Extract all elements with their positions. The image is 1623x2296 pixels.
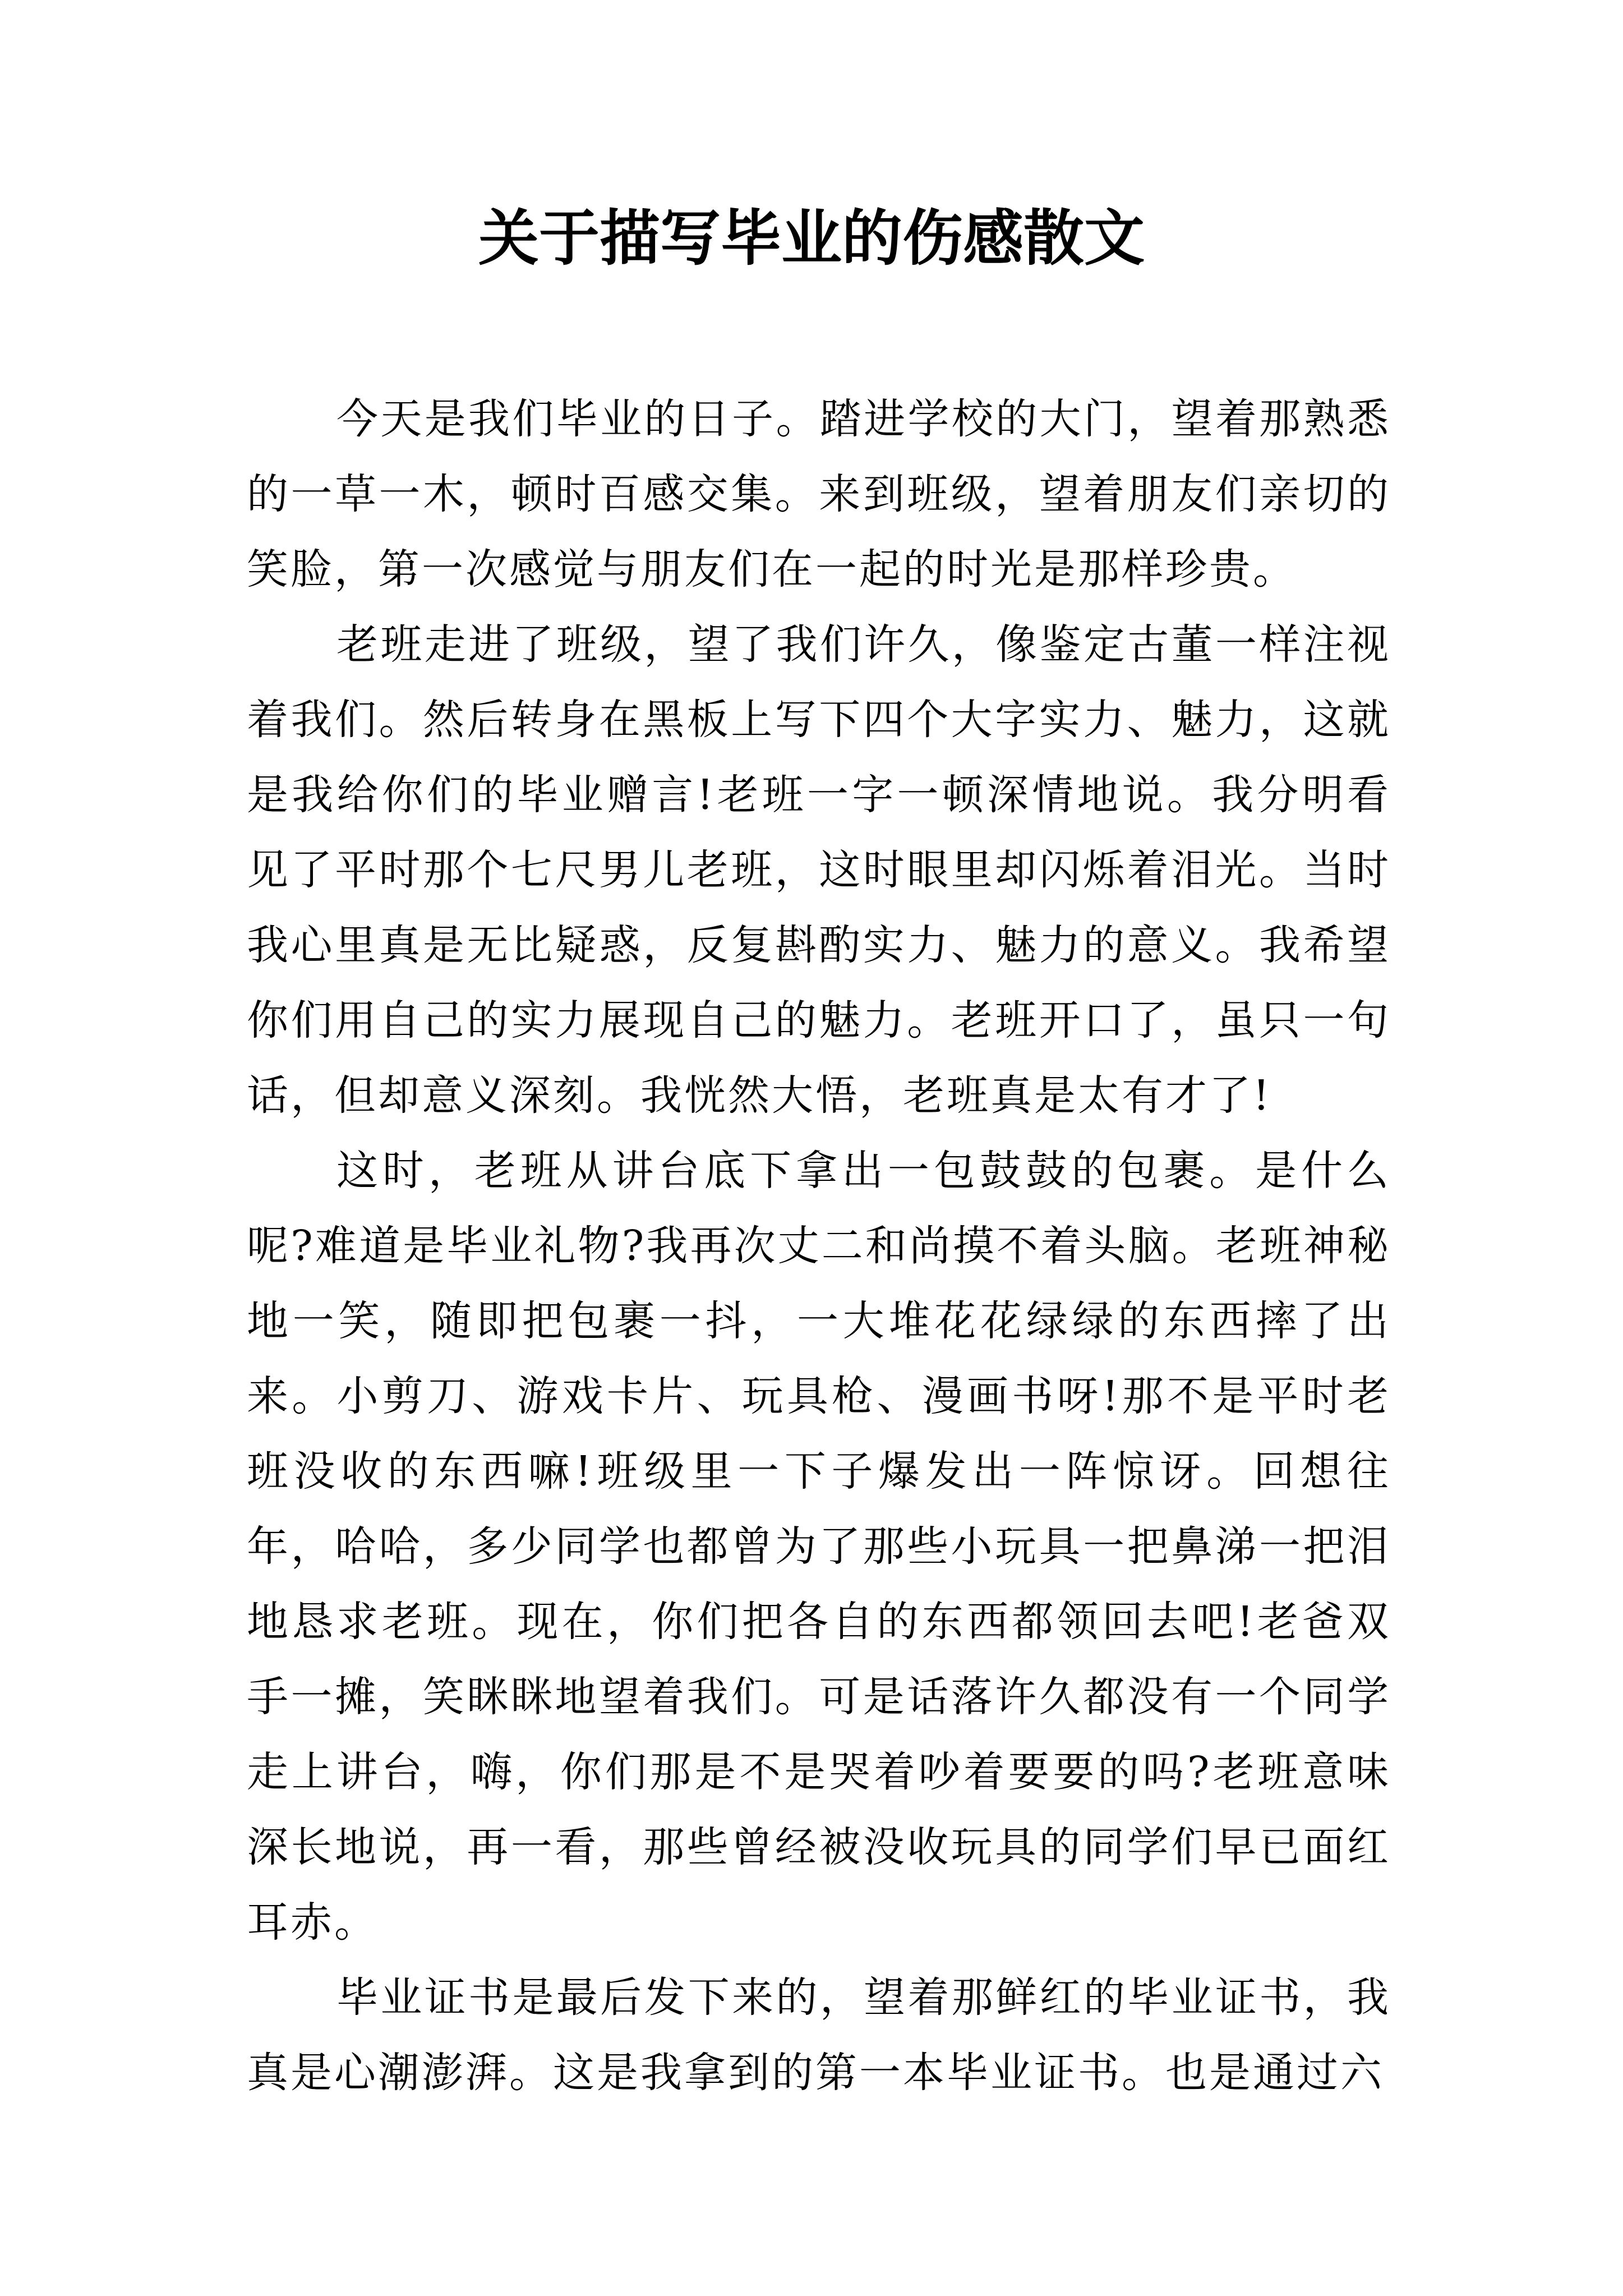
paragraph-2: 老班走进了班级，望了我们许久，像鉴定古董一样注视着我们。然后转身在黑板上写下四个大字实力、魅力，这就是我给你们的毕业赠言!老班一字一顿深情地说。我分明看见了平时那个七尺男儿老班，这时眼里却闪烁着泪光。当时我心里真是无比疑惑，反复斟酌实力、魅力的意义。我希望你们用自己的实力展现自己的魅力。老班开口了，虽只一句话，但却意义深刻。我恍然大悟，老班真是太有才了! xyxy=(247,620,1391,1120)
document-title: 关于描写毕业的伤感散文 xyxy=(478,203,1145,274)
paragraph-1: 今天是我们毕业的日子。踏进学校的大门，望着那熟悉的一草一木，顿时百感交集。来到班级，望着朋友们亲切的笑脸，第一次感觉与朋友们在一起的时光是那样珍贵。 xyxy=(247,395,1391,593)
paragraph-4: 毕业证书是最后发下来的，望着那鲜红的毕业证书，我真是心潮澎湃。这是我拿到的第一本毕业证书。也是通过六 xyxy=(247,1973,1391,2097)
paragraph-3: 这时，老班从讲台底下拿出一包鼓鼓的包裹。是什么呢?难道是毕业礼物?我再次丈二和尚摸不着头脑。老班神秘地一笑，随即把包裹一抖，一大堆花花绿绿的东西摔了出来。小剪刀、游戏卡片、玩具枪、漫画书呀!那不是平时老班没收的东西嘛!班级里一下子爆发出一阵惊讶。回想往年，哈哈，多少同学也都曾为了那些小玩具一把鼻涕一把泪地恳求老班。现在，你们把各自的东西都领回去吧!老爸双手一摊，笑眯眯地望着我们。可是话落许久都没有一个同学走上讲台，嗨，你们那是不是哭着吵着要要的吗?老班意味深长地说，再一看，那些曾经被没收玩具的同学们早已面红耳赤。 xyxy=(247,1147,1391,1947)
document-body xyxy=(247,381,1391,2110)
